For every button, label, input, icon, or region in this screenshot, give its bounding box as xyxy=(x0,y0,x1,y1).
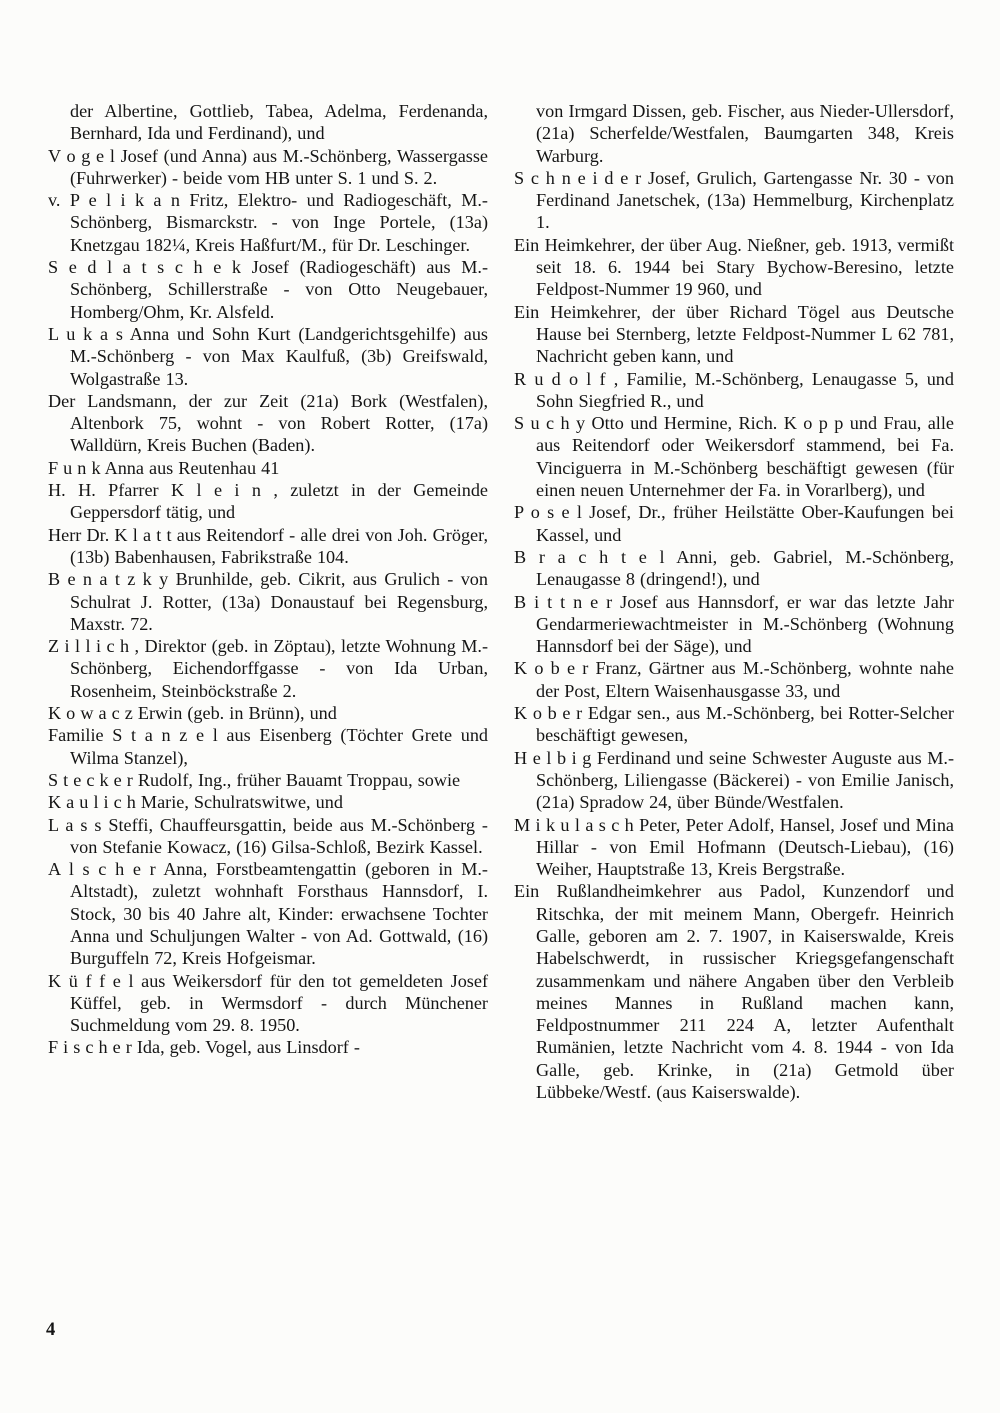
right-column xyxy=(514,100,954,1103)
list-entry: der Albertine, Gottlieb, Tabea, Adelma, Ferdenanda, Bernhard, Ida und Ferdinand), und xyxy=(70,101,488,144)
list-entry: S c h n e i d e r Josef, Grulich, Gartengasse Nr. 30 - von Ferdinand Janetschek, (13a) Hemmelburg, Kirchenplatz 1. xyxy=(514,167,954,233)
list-entry: B i t t n e r Josef aus Hannsdorf, er war das letzte Jahr Gendarmeriewachtmeister in M.-Schönberg (Wohnung Hannsdorf bei der Säge), und xyxy=(514,591,954,657)
list-entry: Herr Dr. K l a t t aus Reitendorf - alle drei von Joh. Gröger, (13b) Babenhausen, Fabrikstraße 104. xyxy=(48,524,488,567)
page-number: 4 xyxy=(46,1320,56,1340)
list-entry: L u k a s Anna und Sohn Kurt (Landgerichtsgehilfe) aus M.-Schönberg - von Max Kaulfuß, (3b) Greifswald, Wolgastraße 13. xyxy=(48,323,488,389)
list-entry: K o b e r Franz, Gärtner aus M.-Schönberg, wohnte nahe der Post, Eltern Waisenhausgasse 33, und xyxy=(514,658,954,701)
list-entry: K o b e r Edgar sen., aus M.-Schönberg, bei Rotter-Selcher beschäftigt gewesen, xyxy=(514,703,954,746)
list-entry: S u c h y Otto und Hermine, Rich. K o p p und Frau, alle aus Reitendorf oder Weikersdorf stammend, bei Fa. Vinciguerra in M.-Schönberg beschäftigt gewesen (für einen neuen Unternehmer der Fa. in Vorarlberg), und xyxy=(514,413,954,501)
list-entry: v. P e l i k a n Fritz, Elektro- und Radiogeschäft, M.-Schönberg, Bismarckstr. - von Inge Portele, (13a) Knetzgau 182¼, Kreis Haßfurt/M., für Dr. Leschinger. xyxy=(48,190,488,255)
list-entry: K a u l i c h Marie, Schulratswitwe, und xyxy=(48,792,343,813)
list-entry: S t e c k e r Rudolf, Ing., früher Bauamt Troppau, sowie xyxy=(48,769,461,790)
list-entry: von Irmgard Dissen, geb. Fischer, aus Nieder-Ullersdorf, (21a) Scherfelde/Westfalen, Baumgarten 348, Kreis Warburg. xyxy=(536,101,954,166)
list-entry: B r a c h t e l Anni, geb. Gabriel, M.-Schönberg, Lenaugasse 8 (dringend!), und xyxy=(514,546,954,590)
list-entry: H e l b i g Ferdinand und seine Schwester Auguste aus M.-Schönberg, Liliengasse (Bäckerei) - von Emilie Janisch, (21a) Spradow 24, über Bünde/Westfalen. xyxy=(514,747,954,813)
list-entry: K o w a c z Erwin (geb. in Brünn), und xyxy=(48,703,337,724)
list-entry: H. H. Pfarrer K l e i n , zuletzt in der Gemeinde Geppersdorf tätig, und xyxy=(48,480,488,523)
list-entry: F u n k Anna aus Reutenhau 41 xyxy=(48,457,280,478)
two-column-layout xyxy=(48,100,954,1103)
list-entry: Familie S t a n z e l aus Eisenberg (Töchter Grete und Wilma Stanzel), xyxy=(48,725,488,768)
list-entry: F i s c h e r Ida, geb. Vogel, aus Linsdorf - xyxy=(48,1037,360,1058)
list-entry: A l s c h e r Anna, Forstbeamtengattin (geboren in M.-Altstadt), zuletzt wohnhaft Forsthaus Hannsdorf, I. Stock, 30 bis 40 Jahre alt, Kinder: erwachsene Tochter Anna und Schuljungen Walter - von Ad. Gottwald, (16) Burguffeln 72, Kreis Hofgeismar. xyxy=(48,859,488,969)
list-entry: Ein Heimkehrer, der über Richard Tögel aus Deutsche Hause bei Sternberg, letzte Feldpost-Nummer L 62 781, Nachricht geben kann, und xyxy=(514,301,954,367)
list-entry: Z i l l i c h , Direktor (geb. in Zöptau), letzte Wohnung M.-Schönberg, Eichendorffgasse - von Ida Urban, Rosenheim, Steinböckstraße 2. xyxy=(48,636,488,701)
list-entry: V o g e l Josef (und Anna) aus M.-Schönberg, Wassergasse (Fuhrwerker) - beide vom HB unter S. 1 und S. 2. xyxy=(48,145,488,188)
list-entry: B e n a t z k y Brunhilde, geb. Cikrit, aus Grulich - von Schulrat J. Rotter, (13a) Donaustauf bei Regensburg, Maxstr. 72. xyxy=(48,569,488,634)
list-entry: K ü f f e l aus Weikersdorf für den tot gemeldeten Josef Küffel, geb. in Wermsdorf - durch Münchener Suchmeldung vom 29. 8. 1950. xyxy=(48,970,488,1036)
list-entry: Ein Rußlandheimkehrer aus Padol, Kunzendorf und Ritschka, der mit meinem Mann, Obergefr. Heinrich Galle, geboren am 2. 7. 1907, in Kaiserswalde, Kreis Habelschwerdt, in russischer Kriegsgefangenschaft zusammenkam und nähere Angaben über den Verbleib meines Mannes in Rußland machen kann, Feldpostnummer 211 224 A, letzter Aufenthalt Rumänien, letzte Nachricht vom 4. 8. 1944 - von Ida Galle, geb. Krinke, in (21a) Getmold über Lübbeke/Westf. (aus Kaiserswalde). xyxy=(514,881,954,1103)
list-entry: M i k u l a s c h Peter, Peter Adolf, Hansel, Josef und Mina Hillar - von Emil Hofmann (Deutsch-Liebau), (16) Weiher, Hauptstraße 13, Kreis Bergstraße. xyxy=(514,814,954,880)
list-entry: L a s s Steffi, Chauffeursgattin, beide aus M.-Schönberg - von Stefanie Kowacz, (16) Gilsa-Schloß, Bezirk Kassel. xyxy=(48,814,488,857)
left-column xyxy=(48,100,488,1103)
list-entry: P o s e l Josef, Dr., früher Heilstätte Ober-Kaufungen bei Kassel, und xyxy=(514,502,954,545)
list-entry: Ein Heimkehrer, der über Aug. Nießner, geb. 1913, vermißt seit 18. 6. 1944 bei Stary Bychow-Beresino, letzte Feldpost-Nummer 19 960, und xyxy=(514,234,954,300)
list-entry: S e d l a t s c h e k Josef (Radiogeschäft) aus M.-Schönberg, Schillerstraße - von Otto Neugebauer, Homberg/Ohm, Kr. Alsfeld. xyxy=(48,257,488,322)
list-entry: Der Landsmann, der zur Zeit (21a) Bork (Westfalen), Altenbork 75, wohnt - von Robert Rotter, (17a) Walldürn, Kreis Buchen (Baden). xyxy=(48,390,488,456)
list-entry: R u d o l f , Familie, M.-Schönberg, Lenaugasse 5, und Sohn Siegfried R., und xyxy=(514,368,954,411)
